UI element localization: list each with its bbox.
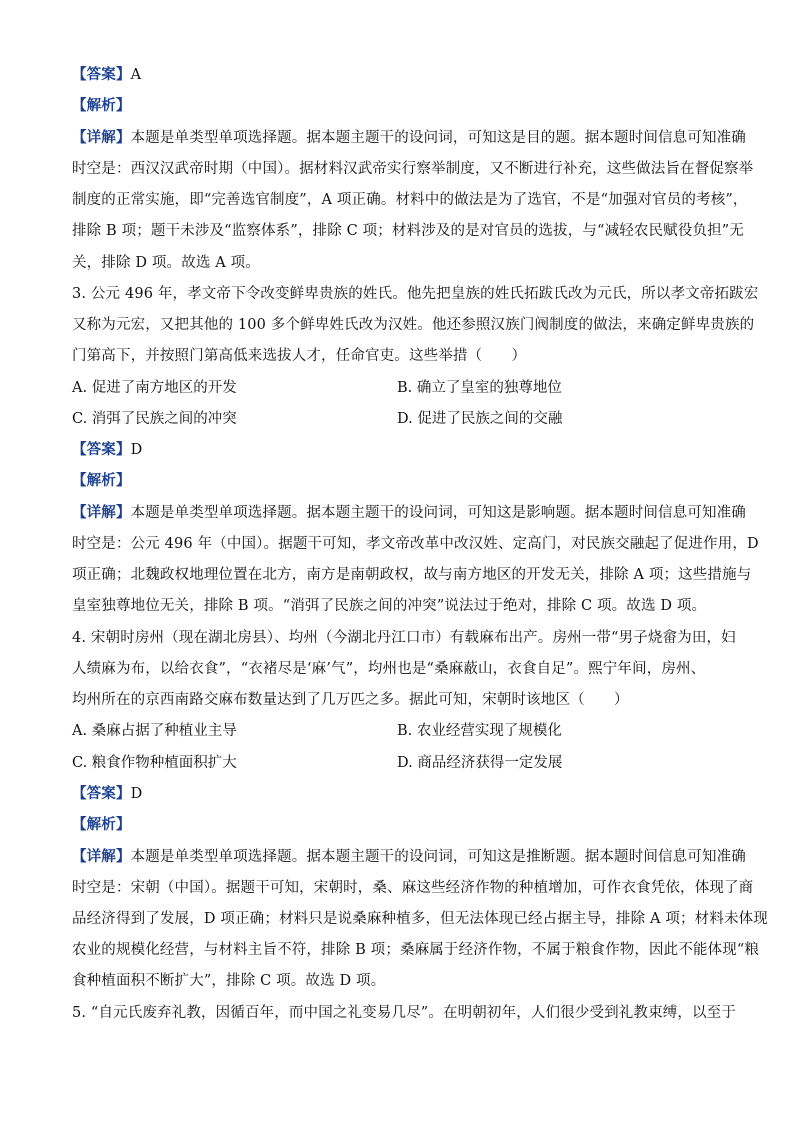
- q2-detail-line-2: 时空是：西汉汉武帝时期（中国）。据材料汉武帝实行察举制度，又不断进行补充，这些做法旨在督促察举: [72, 161, 754, 177]
- detail-tag: 【详解】: [72, 848, 131, 865]
- q4-stem-line-1: 4. 宋朝时房州（现在湖北房县）、均州（今湖北丹江口市）有载麻布出产。房州一带“男子烧畲为田，妇: [72, 630, 736, 646]
- q5-stem-line-1: 5. “自元氏废弃礼教，因循百年，而中国之礼变易几尽”。在明朝初年，人们很少受到礼教束缚，以至于: [72, 1005, 736, 1021]
- q4-detail-line-2: 时空是：宋朝（中国）。据题干可知，宋朝时，桑、麻这些经济作物的种植增加，可作衣食凭依，体现了商: [72, 880, 754, 896]
- q3-stem-line-2: 又称为元宏，又把其他的 100 多个鲜卑姓氏改为汉姓。他还参照汉族门阀制度的做法，来确定鲜卑贵族的: [72, 317, 755, 333]
- q4-analysis-heading: [72, 815, 732, 835]
- detail-tag: 【详解】: [72, 129, 131, 146]
- answer-value: D: [130, 442, 143, 458]
- analysis-tag: 【解析】: [72, 472, 131, 489]
- q2-detail-line-4: 排除 B 项；题干未涉及“监察体系”，排除 C 项；材料涉及的是对官员的选拔，与“减轻农民赋役负担”无: [72, 223, 744, 239]
- answer-tag: 【答案】: [72, 785, 131, 802]
- q3-stem-line-3: 门第高下，并按照门第高低来选拔人才，任命官吏。这些举措（ ）: [72, 348, 527, 364]
- q4-option-a: A. 桑麻占据了种植业主导: [72, 723, 237, 739]
- q2-answer-line: [72, 65, 732, 85]
- answer-tag: 【答案】: [72, 441, 131, 458]
- q2-analysis-heading: [72, 96, 732, 116]
- answer-tag: 【答案】: [72, 66, 131, 83]
- q3-answer-line: [72, 440, 732, 460]
- q2-detail-line-3: 制度的正常实施，即“完善选官制度”，A 项正确。材料中的做法是为了选官，不是“加强对官员的考核”，: [72, 192, 748, 208]
- q4-option-c: C. 粮食作物种植面积扩大: [72, 755, 237, 771]
- q3-option-b: B. 确立了皇室的独尊地位: [397, 380, 562, 396]
- q3-stem-line-1: 3. 公元 496 年，孝文帝下令改变鲜卑贵族的姓氏。他先把皇族的姓氏拓跋氏改为元氏，所以孝文帝拓跋宏: [72, 286, 759, 302]
- q3-detail-line-2: 时空是：公元 496 年（中国）。据题干可知，孝文帝改革中改汉姓、定高门，对民族交融起了促进作用，D: [72, 536, 759, 552]
- q4-detail-line-5: 食种植面积不断扩大”，排除 C 项。故选 D 项。: [72, 973, 386, 989]
- q4-stem-line-2: 人绩麻为布，以给衣食”，“衣褚尽是‘麻’气”，均州也是“桑麻蔽山，衣食自足”。熙宁年间，房州、: [72, 661, 706, 677]
- q4-option-d: D. 商品经济获得一定发展: [397, 755, 563, 771]
- analysis-tag: 【解析】: [72, 816, 131, 833]
- analysis-tag: 【解析】: [72, 97, 131, 114]
- answer-value: A: [130, 67, 142, 83]
- q2-detail-line-5: 关，排除 D 项。故选 A 项。: [72, 255, 260, 271]
- q4-detail-line-3: 品经济得到了发展，D 项正确；材料只是说桑麻种植多，但无法体现已经占据主导，排除 A 项；材料未体现: [72, 911, 768, 927]
- answer-value: D: [130, 786, 143, 802]
- q3-detail-line-4: 皇室独尊地位无关，排除 B 项。“消弭了民族之间的冲突”说法过于绝对，排除 C 项。故选 D 项。: [72, 598, 707, 614]
- q3-option-c: C. 消弭了民族之间的冲突: [72, 411, 237, 427]
- q4-detail-line-1: [72, 847, 746, 867]
- q4-answer-line: [72, 784, 732, 804]
- q4-detail-line-4: 农业的规模化经营，与材料主旨不符，排除 B 项；桑麻属于经济作物，不属于粮食作物，因此不能体现“粮: [72, 942, 760, 958]
- q3-detail-line-1: [72, 503, 746, 523]
- detail-tag: 【详解】: [72, 504, 131, 521]
- q3-analysis-heading: [72, 471, 732, 491]
- q3-option-a: A. 促进了南方地区的开发: [72, 380, 237, 396]
- q3-option-d: D. 促进了民族之间的交融: [397, 411, 563, 427]
- q4-option-b: B. 农业经营实现了规模化: [397, 723, 562, 739]
- q4-stem-line-3: 均州所在的京西南路交麻布数量达到了几万匹之多。据此可知，宋朝时该地区（ ）: [72, 692, 629, 708]
- q3-detail-line-3: 项正确；北魏政权地理位置在北方，南方是南朝政权，故与南方地区的开发无关，排除 A 项；这些措施与: [72, 567, 752, 583]
- detail-text: 本题是单类型单项选择题。据本题主题干的设问词，可知这是影响题。据本题时间信息可知准确: [130, 505, 746, 521]
- detail-text: 本题是单类型单项选择题。据本题主题干的设问词，可知这是目的题。据本题时间信息可知准确: [130, 130, 746, 146]
- detail-text: 本题是单类型单项选择题。据本题主题干的设问词，可知这是推断题。据本题时间信息可知准确: [130, 849, 746, 865]
- q2-detail-line-1: [72, 128, 746, 148]
